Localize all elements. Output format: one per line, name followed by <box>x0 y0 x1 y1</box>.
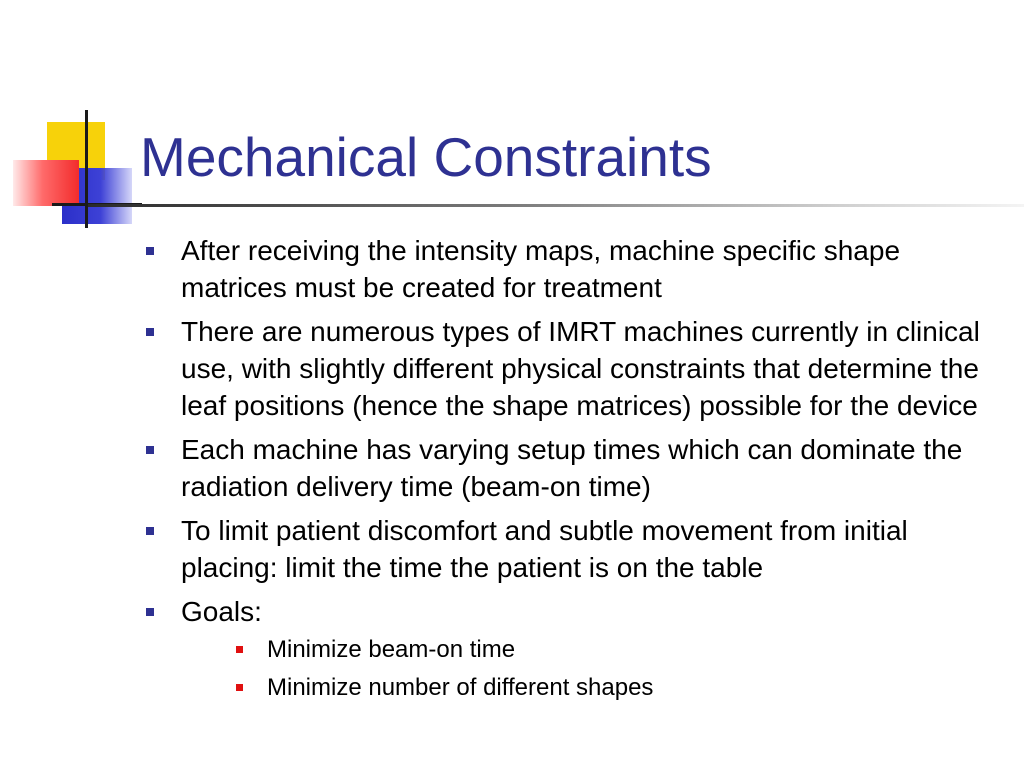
sub-bullet-marker <box>236 646 243 653</box>
bullet-marker <box>146 527 154 535</box>
bullet-text: Goals: <box>181 596 262 627</box>
bullet-item <box>141 232 1011 306</box>
bullet-text: There are numerous types of IMRT machines currently in clinical use, with slightly different physical constraints that determine the leaf positions (hence the shape matrices) possible for the device <box>181 316 980 421</box>
sub-bullet-text: Minimize beam-on time <box>267 636 516 663</box>
bullet-item <box>141 313 1011 424</box>
bullet-item <box>141 512 1011 586</box>
bullet-marker <box>146 328 154 336</box>
bullet-marker <box>146 608 154 616</box>
bullet-item <box>141 431 1011 505</box>
sub-bullet-item <box>181 670 1011 706</box>
bullet-text: Each machine has varying setup times which can dominate the radiation delivery time (beam-on time) <box>181 434 963 502</box>
bullet-marker <box>146 446 154 454</box>
sub-bullet-list <box>181 632 1011 706</box>
slide-title: Mechanical Constraints <box>140 126 712 188</box>
sub-bullet-item <box>181 632 1011 668</box>
red-square-decoration <box>13 160 79 206</box>
title-underline-rule <box>88 204 1024 207</box>
bullet-list <box>141 232 1011 713</box>
bullet-item-goals <box>141 593 1011 706</box>
bullet-marker <box>146 247 154 255</box>
sub-bullet-marker <box>236 684 243 691</box>
bullet-text: To limit patient discomfort and subtle movement from initial placing: limit the time the patient is on the table <box>181 515 908 583</box>
sub-bullet-text: Minimize number of different shapes <box>267 674 654 701</box>
vertical-line-decoration <box>85 110 88 228</box>
bullet-text: After receiving the intensity maps, machine specific shape matrices must be created for treatment <box>181 235 901 303</box>
